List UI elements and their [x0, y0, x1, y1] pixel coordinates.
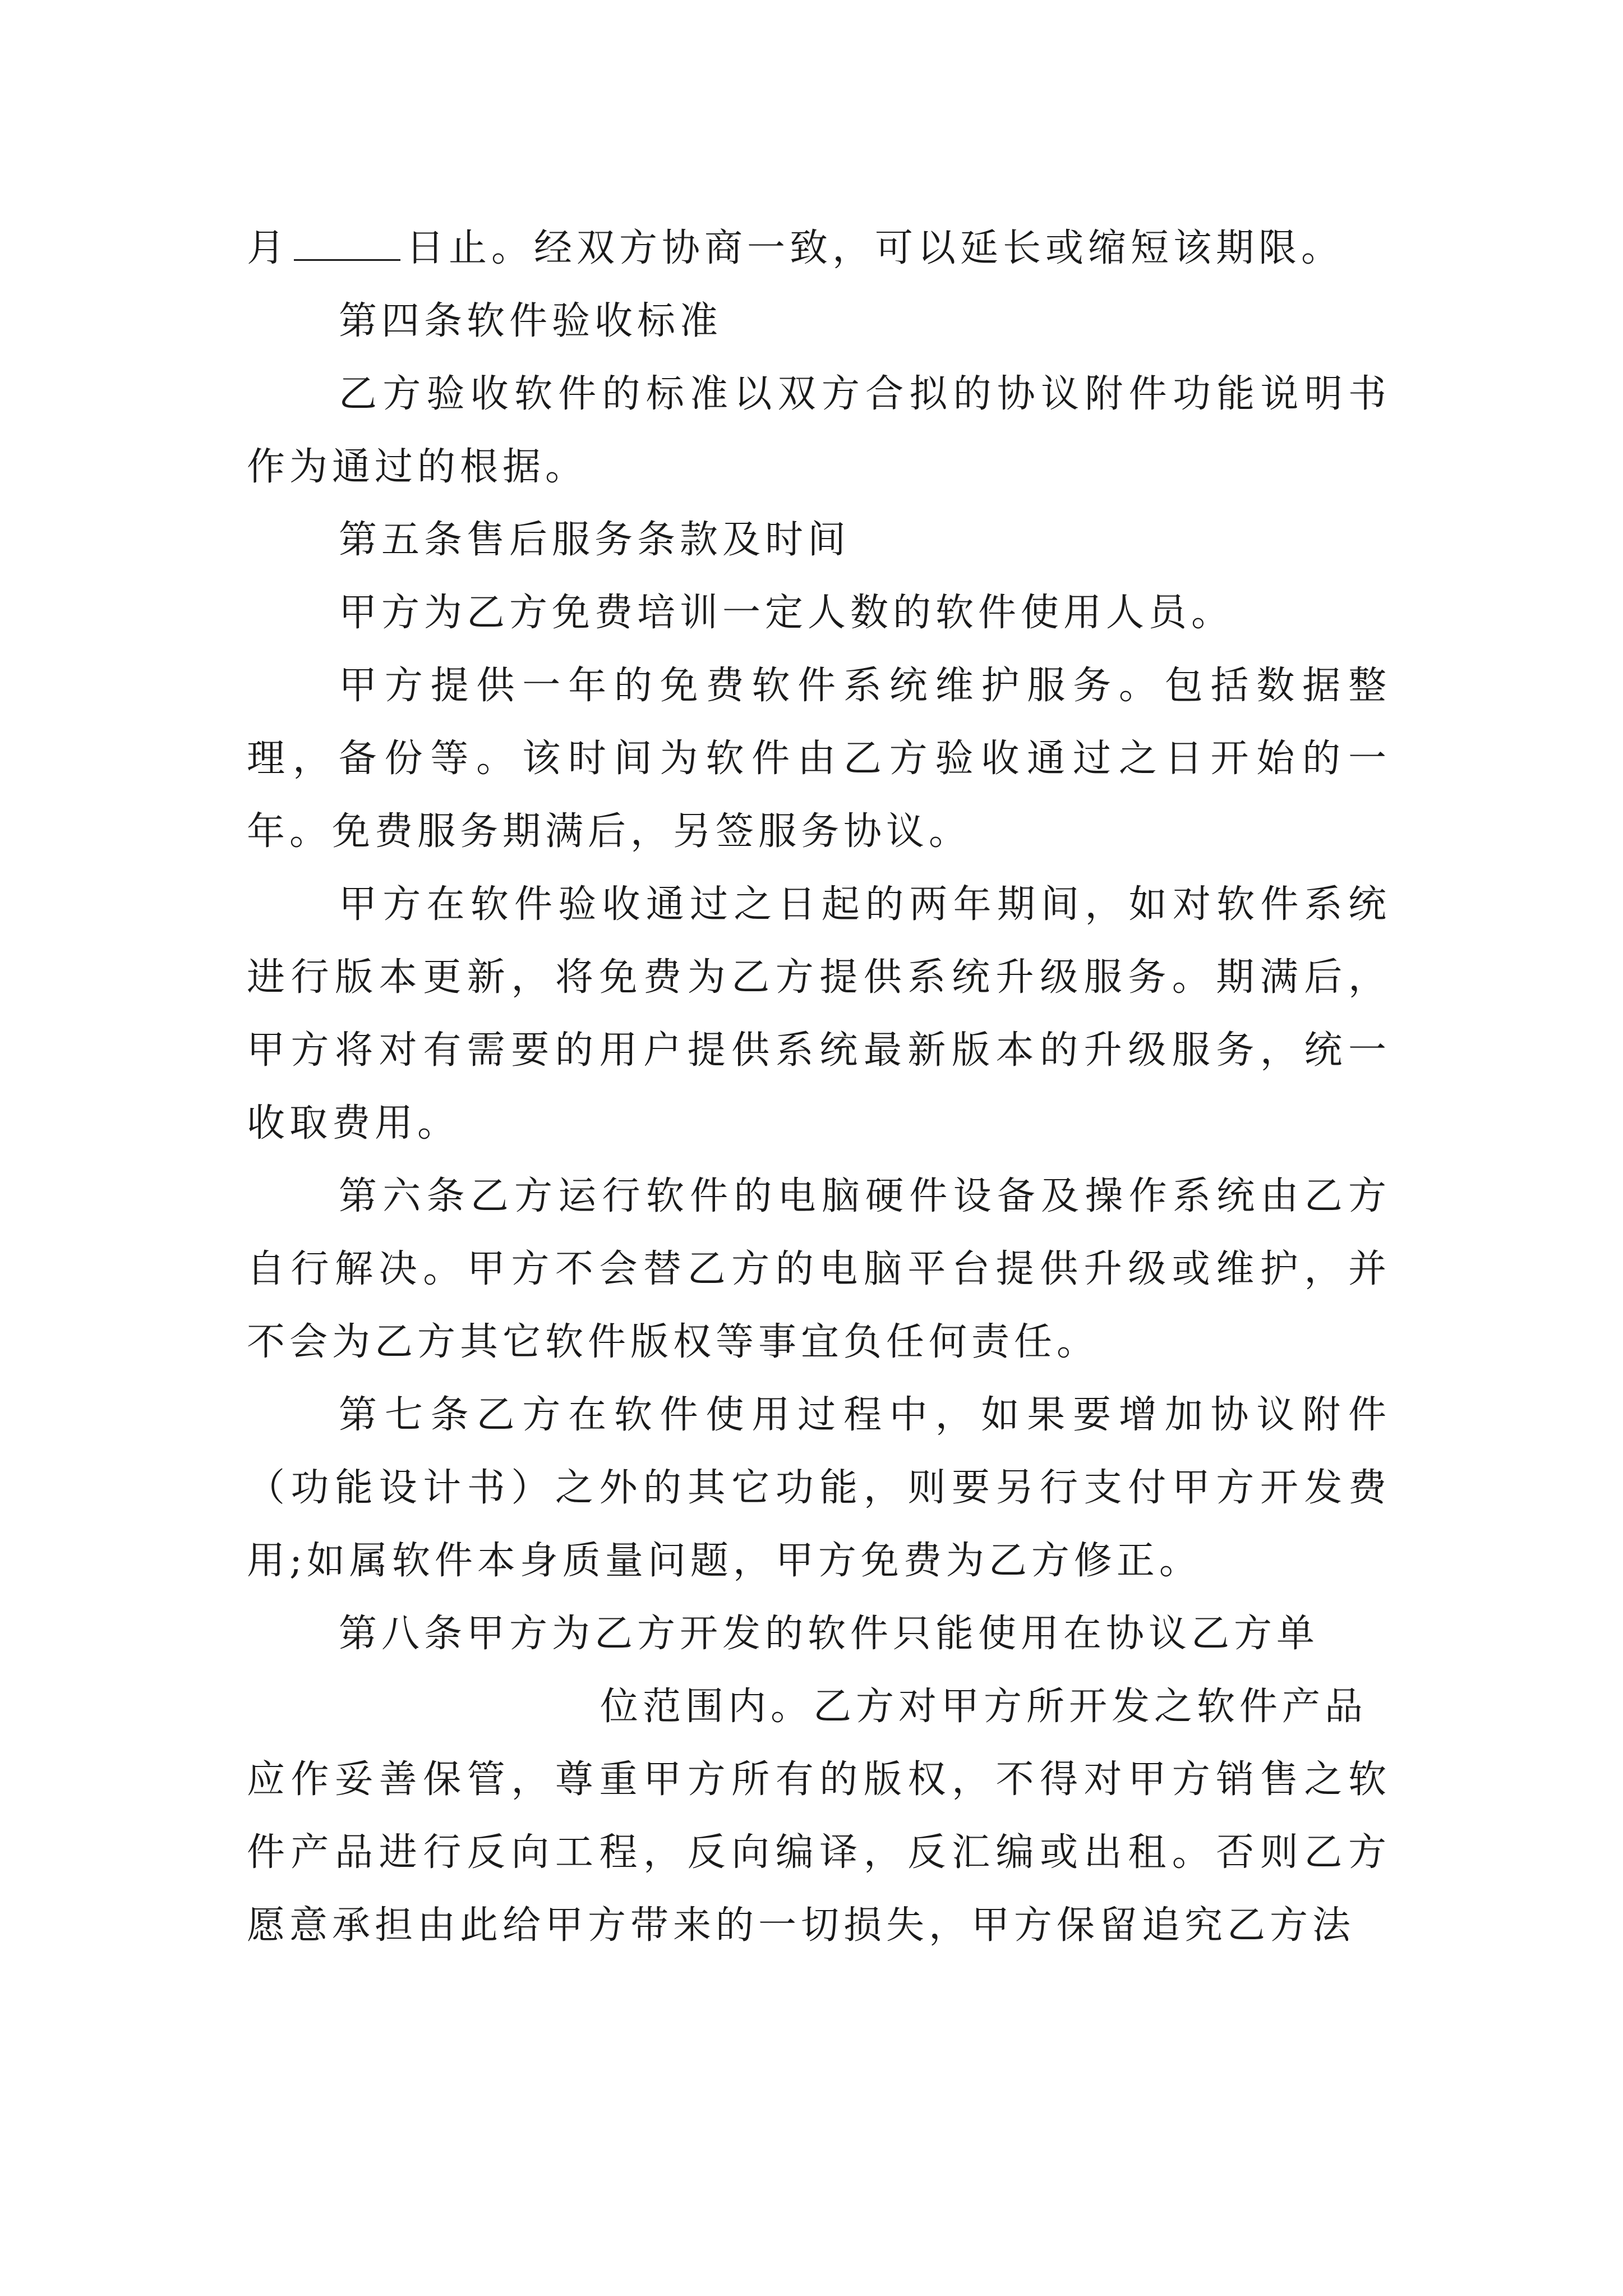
article-8-line-1: 第八条甲方为乙方开发的软件只能使用在协议乙方单	[339, 1612, 1320, 1656]
article-5-maintenance-paragraph: 甲方提供一年的免费软件系统维护服务。包括数据整理，备份等。该时间为软件由乙方验收通过之日开始的一年。免费服务期满后，另签服务协议。	[247, 664, 1391, 854]
article-8-line-2-text: 位范围内。乙方对甲方所开发之软件产品	[600, 1685, 1368, 1729]
article-4-body: 乙方验收软件的标准以双方合拟的协议附件功能说明书作为通过的根据。	[247, 372, 1391, 489]
article-8-paragraph	[247, 1598, 1391, 1962]
month-char: 月	[247, 226, 290, 270]
article-5-training-paragraph: 甲方为乙方免费培训一定人数的软件使用人员。	[339, 591, 1234, 635]
article-5-heading: 第五条售后服务条款及时间	[339, 518, 851, 562]
term-end-line	[247, 212, 1391, 285]
article-5-upgrade-paragraph: 甲方在软件验收通过之日起的两年期间，如对软件系统进行版本更新，将免费为乙方提供系统升级服务。期满后，甲方将对有需要的用户提供系统最新版本的升级服务，统一收取费用。	[247, 882, 1391, 1145]
document-body	[247, 212, 1391, 1962]
article-8-rest: 应作妥善保管，尊重甲方所有的版权，不得对甲方销售之软件产品进行反向工程，反向编译，反汇编或出租。否则乙方愿意承担由此给甲方带来的一切损失，甲方保留追究乙方法	[247, 1757, 1391, 1948]
article-6-paragraph: 第六条乙方运行软件的电脑硬件设备及操作系统由乙方自行解决。甲方不会替乙方的电脑平台提供升级或维护，并不会为乙方其它软件版权等事宜负任何责任。	[247, 1174, 1391, 1364]
article-8-line-2	[247, 1671, 1391, 1743]
term-end-text: 日止。经双方协商一致，可以延长或缩短该期限。	[406, 226, 1344, 270]
day-blank-field	[294, 224, 400, 261]
article-7-paragraph: 第七条乙方在软件使用过程中，如果要增加协议附件（功能设计书）之外的其它功能，则要另行支付甲方开发费用;如属软件本身质量问题，甲方免费为乙方修正。	[247, 1393, 1391, 1583]
article-4-heading: 第四条软件验收标准	[339, 299, 723, 343]
